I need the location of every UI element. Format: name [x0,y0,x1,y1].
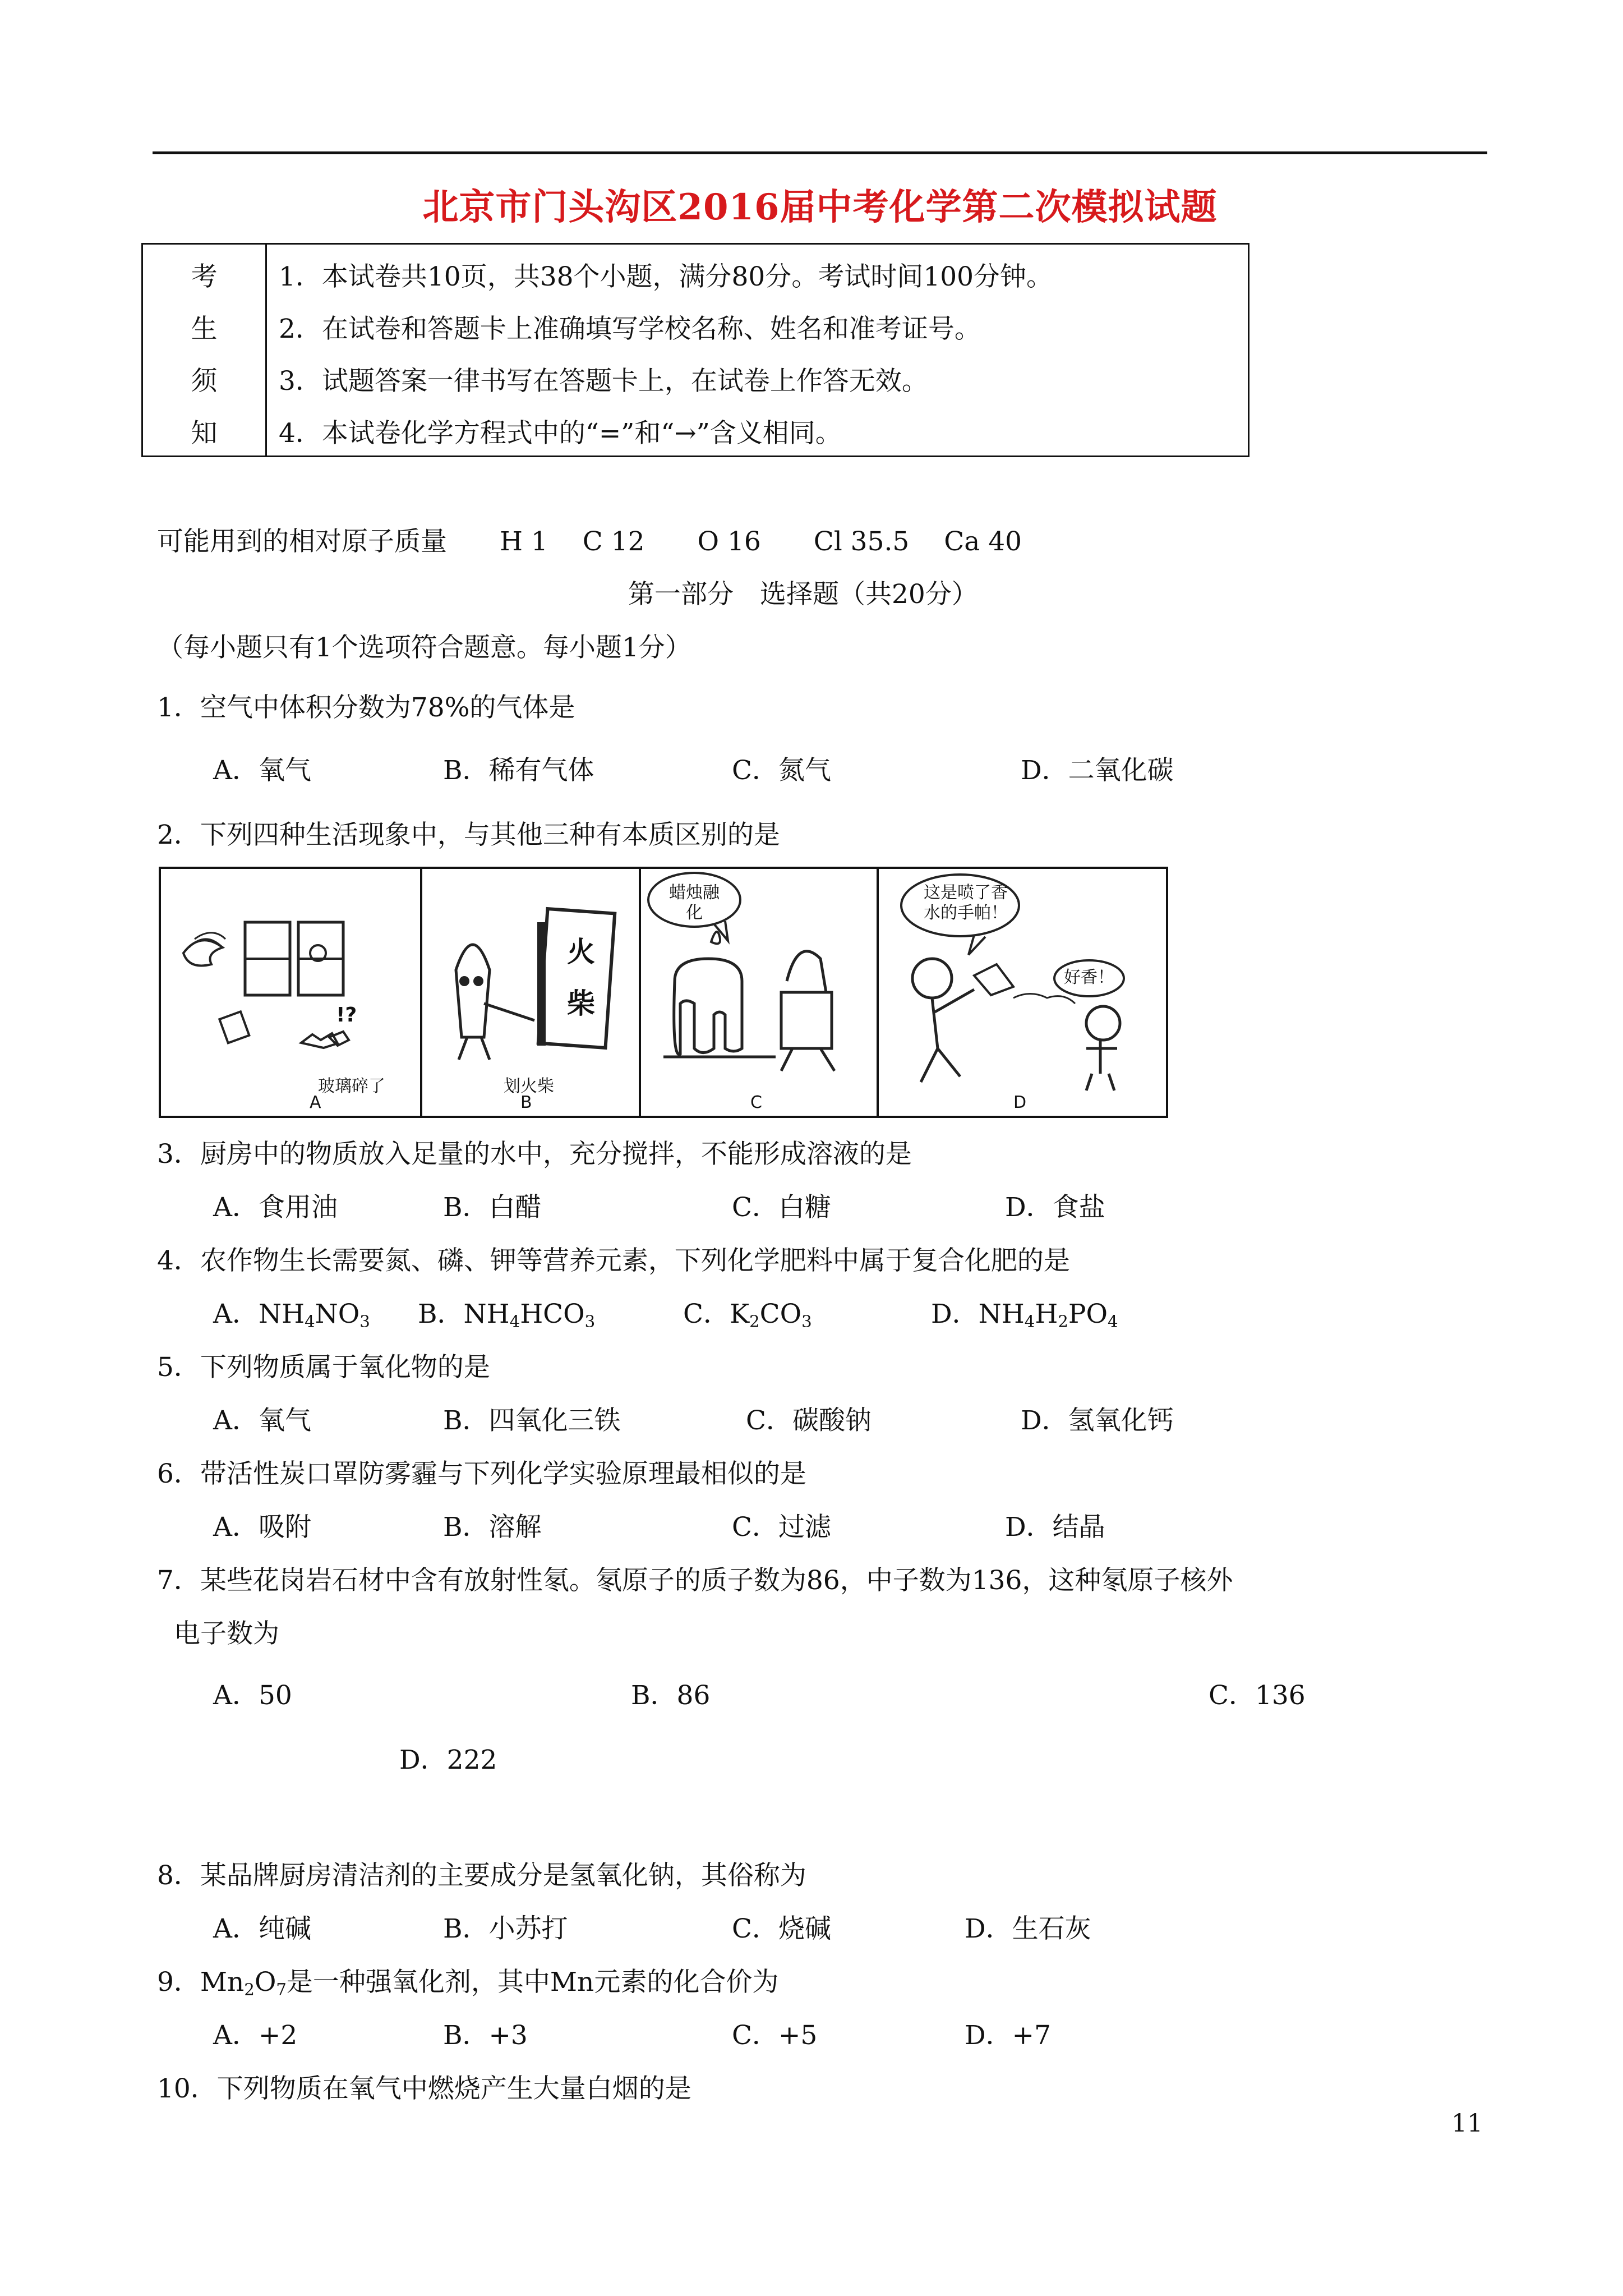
atomic-masses: 可能用到的相对原子质量 H 1 C 12 O 16 Cl 35.5 Ca 40 [157,526,1022,557]
option-c: C．烧碱 [732,1913,831,1944]
formula-subscript: 4 [1024,1312,1035,1331]
option-c: C．+5 [732,2020,818,2051]
figure-life-phenomena [159,867,1168,1118]
page-title: 北京市门头沟区2016届中考化学第二次模拟试题 [422,186,1218,228]
speech-bubble [912,883,1019,923]
option-b: B．四氧化三铁 [443,1405,621,1436]
speech-line: 蜡烛融 [669,883,720,903]
question-stem: 8．某品牌厨房清洁剂的主要成分是氢氧化钠，其俗称为 [157,1860,806,1891]
formula-subscript: 4 [1108,1312,1118,1331]
option-b: B．稀有气体 [443,755,594,786]
panel-caption: 划火柴 [504,1076,554,1096]
option-a: A．氧气 [213,755,311,786]
formula-subscript: 2 [1058,1312,1068,1331]
formula-subscript: 4 [305,1312,315,1331]
figure-panel-d [879,869,1166,1116]
option-b: B．溶解 [443,1512,542,1543]
option-b: B．+3 [443,2020,528,2051]
formula-part: D．NH [931,1299,1025,1329]
question-stem: 4．农作物生长需要氮、磷、钾等营养元素，下列化学肥料中属于复合化肥的是 [157,1245,1070,1276]
option-c: C．白糖 [732,1192,831,1223]
notice-line: 3．试题答案一律书写在答题卡上，在试卷上作答无效。 [279,366,928,397]
header-rule [153,151,1487,154]
formula-part: O [254,1967,276,1998]
exclaim-mark: !? [336,1004,357,1027]
notice-line: 4．本试卷化学方程式中的“=”和“→”含义相同。 [279,418,842,449]
option-c: C．过滤 [732,1512,831,1543]
formula-part: C．K [683,1299,750,1329]
figure-panel-b [422,869,641,1116]
speech-bubble [658,883,731,923]
formula-part: A．NH [213,1299,305,1329]
option-d: D．氢氧化钙 [1021,1405,1174,1436]
formula-part: 9．Mn [157,1967,245,1998]
option-b: B．小苏打 [443,1913,568,1944]
option-a: A．纯碱 [213,1913,311,1944]
notice-line: 1．本试卷共10页，共38个小题，满分80分。考试时间100分钟。 [279,261,1053,292]
question-stem: 10．下列物质在氧气中燃烧产生大量白烟的是 [157,2073,691,2104]
formula-part: CO [759,1299,802,1329]
question-stem: 2．下列四种生活现象中，与其他三种有本质区别的是 [157,820,780,850]
formula-subscript: 3 [359,1312,370,1331]
panel-label: A [310,1093,321,1112]
formula-subscript: 7 [276,1980,287,1999]
option-b: B．86 [631,1680,711,1711]
option-a: A．+2 [213,2020,298,2051]
figure-panel-a [161,869,422,1116]
question-stem: 7．某些花岗岩石材中含有放射性氡。氡原子的质子数为86，中子数为136，这种氡原子核外 [157,1565,1233,1596]
option-a: A．氧气 [213,1405,311,1436]
option-d: D．食盐 [1005,1192,1105,1223]
option-d: D．222 [399,1745,497,1775]
page-number: 11 [1451,2109,1483,2138]
formula-subscript: 4 [509,1312,520,1331]
speech-line: 水的手帕！ [924,903,1008,923]
formula-part: PO [1068,1299,1108,1329]
option-b: B．白醋 [443,1192,542,1223]
notice-line: 2．在试卷和答题卡上准确填写学校名称、姓名和准考证号。 [279,314,981,344]
section-note: （每小题只有1个选项符合题意。每小题1分） [157,632,691,663]
section-title: 第一部分 选择题（共20分） [628,579,978,610]
notice-label-char: 须 [191,366,218,397]
question-stem: 3．厨房中的物质放入足量的水中，充分搅拌，不能形成溶液的是 [157,1139,912,1170]
option-a: A．吸附 [213,1512,311,1543]
question-stem-continued: 电子数为 [174,1618,279,1649]
match-box-text: 柴 [567,987,595,1020]
option-d: D．结晶 [1005,1512,1105,1543]
option-d: D．+7 [965,2020,1051,2051]
notice-label-char: 知 [191,418,218,449]
question-text: 是一种强氧化剂，其中Mn元素的化合价为 [286,1967,779,1998]
option-d: D．生石灰 [965,1913,1091,1944]
formula-part: H [1035,1299,1058,1329]
formula-subscript: 2 [244,1980,255,1999]
panel-label: D [1013,1093,1027,1112]
option-d [931,1293,1118,1331]
formula-part: NO [315,1299,360,1329]
option-c: C．氮气 [732,755,831,786]
option-d: D．二氧化碳 [1021,755,1174,786]
option-c: C．136 [1209,1680,1306,1711]
notice-label-char: 考 [191,261,218,292]
option-b [418,1293,595,1331]
formula-subscript: 2 [749,1312,760,1331]
option-a: A．50 [213,1680,292,1711]
question-stem [157,1961,778,1999]
formula-subscript: 3 [584,1312,596,1331]
formula-part: B．NH [418,1299,510,1329]
formula-subscript: 3 [801,1312,812,1331]
panel-label: B [520,1093,532,1112]
option-a: A．食用油 [213,1192,338,1223]
question-stem: 5．下列物质属于氧化物的是 [157,1352,490,1383]
question-stem: 6．带活性炭口罩防雾霾与下列化学实验原理最相似的是 [157,1458,806,1489]
panel-label: C [750,1093,762,1112]
speech-line: 化 [686,903,703,923]
notice-label-column [143,245,267,455]
panel-caption: 玻璃碎了 [318,1076,385,1096]
figure-panel-c [641,869,879,1116]
question-stem: 1．空气中体积分数为78%的气体是 [157,692,575,723]
speech-bubble-small: 好香！ [1064,968,1114,987]
option-a [213,1293,370,1331]
option-c: C．碳酸钠 [746,1405,872,1436]
exam-notice-box [141,243,1249,457]
formula-part: HCO [520,1299,585,1329]
notice-label-char: 生 [191,314,218,344]
option-c [683,1293,812,1331]
match-box-text: 火 [567,936,595,968]
speech-line: 这是喷了香 [924,883,1008,903]
